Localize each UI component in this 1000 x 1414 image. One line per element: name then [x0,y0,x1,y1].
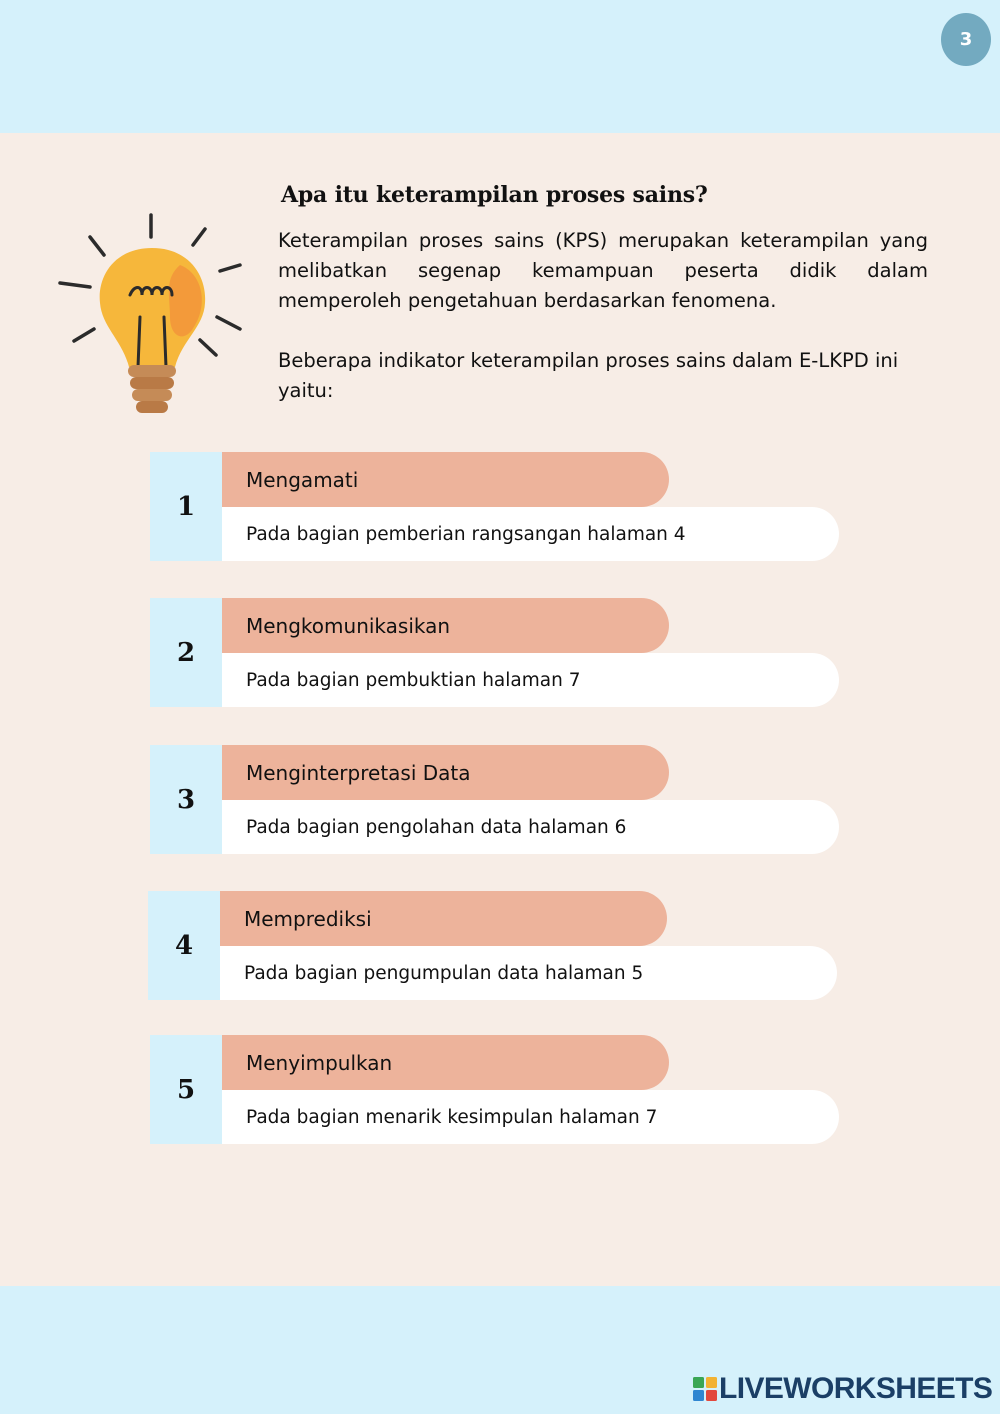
section-heading: Apa itu keterampilan proses sains? [281,182,708,208]
liveworksheets-brand[interactable] [693,1372,992,1406]
indicator-description: Pada bagian pembuktian halaman 7 [222,653,839,707]
indicator-item [150,452,840,562]
indicator-description: Pada bagian pengumpulan data halaman 5 [220,946,837,1000]
indicator-title: Menginterpretasi Data [222,745,669,800]
header-band [0,0,1000,133]
brand-name: LIVEWORKSHEETS [719,1372,993,1405]
liveworksheets-logo-icon [693,1377,717,1401]
lightbulb-icon [52,205,252,425]
indicator-title: Mengamati [222,452,669,507]
indicator-number: 4 [148,891,220,1000]
indicator-number: 5 [150,1035,222,1144]
indicator-item [150,598,840,708]
indicator-title: Mengkomunikasikan [222,598,669,653]
indicator-description: Pada bagian menarik kesimpulan halaman 7 [222,1090,839,1144]
indicator-number: 2 [150,598,222,707]
kps-definition-paragraph: Keterampilan proses sains (KPS) merupakan keterampilan yang melibatkan segenap kemampuan peserta didik dalam memperoleh pengetahuan berdasarkan fenomena. [278,229,928,312]
indicator-description: Pada bagian pengolahan data halaman 6 [222,800,839,854]
indicator-title: Menyimpulkan [222,1035,669,1090]
indicator-number: 1 [150,452,222,561]
indicator-item [150,1035,840,1145]
indicator-item [148,891,838,1001]
indicators-intro-paragraph: Beberapa indikator keterampilan proses sains dalam E-LKPD ini yaitu: [278,349,899,402]
indicator-description: Pada bagian pemberian rangsangan halaman 4 [222,507,839,561]
indicator-number: 3 [150,745,222,854]
indicator-item [150,745,840,855]
page-number-badge: 3 [941,13,991,66]
indicator-title: Memprediksi [220,891,667,946]
